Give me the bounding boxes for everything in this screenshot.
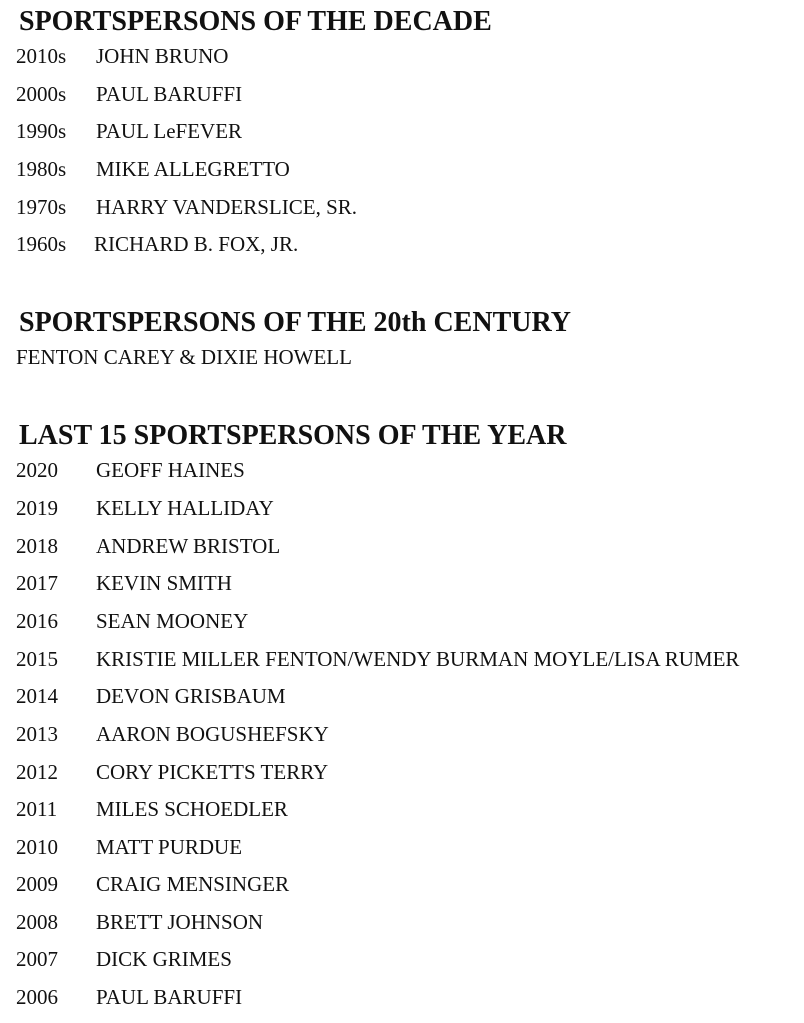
year-name: GEOFF HAINES — [96, 458, 245, 482]
decade-name: PAUL BARUFFI — [96, 82, 243, 106]
yearly-heading: LAST 15 SPORTSPERSONS OF THE YEAR — [19, 420, 567, 451]
year-label: 2010 — [16, 835, 58, 859]
century-names: FENTON CAREY & DIXIE HOWELL — [16, 345, 352, 369]
decade-name: RICHARD B. FOX, JR. — [94, 232, 299, 256]
year-label: 2014 — [16, 684, 58, 708]
year-name: PAUL BARUFFI — [96, 985, 243, 1009]
year-name: KRISTIE MILLER FENTON/WENDY BURMAN MOYLE/LISA RUMER — [96, 647, 740, 671]
decade-period: 1990s — [16, 119, 67, 143]
year-name: MILES SCHOEDLER — [96, 797, 288, 821]
year-label: 2009 — [16, 872, 58, 896]
year-name: CRAIG MENSINGER — [96, 872, 290, 896]
year-label: 2011 — [16, 797, 58, 821]
decade-period: 2010s — [16, 44, 67, 68]
year-name: KEVIN SMITH — [96, 571, 232, 595]
decade-period: 1960s — [16, 232, 67, 256]
year-name: DEVON GRISBAUM — [96, 684, 286, 708]
year-label: 2013 — [16, 722, 58, 746]
year-label: 2017 — [16, 571, 58, 595]
year-name: DICK GRIMES — [96, 947, 232, 971]
year-label: 2020 — [16, 458, 58, 482]
year-label: 2016 — [16, 609, 58, 633]
decade-name: JOHN BRUNO — [96, 44, 229, 68]
decade-period: 1970s — [16, 195, 67, 219]
decade-name: PAUL LeFEVER — [96, 119, 243, 143]
year-label: 2018 — [16, 534, 58, 558]
year-name: MATT PURDUE — [96, 835, 243, 859]
decade-period: 1980s — [16, 157, 67, 181]
year-label: 2012 — [16, 760, 58, 784]
year-label: 2015 — [16, 647, 58, 671]
year-name: CORY PICKETTS TERRY — [96, 760, 329, 784]
year-name: ANDREW BRISTOL — [96, 534, 281, 558]
year-label: 2008 — [16, 910, 58, 934]
year-name: BRETT JOHNSON — [96, 910, 264, 934]
year-name: SEAN MOONEY — [96, 609, 249, 633]
decade-name: HARRY VANDERSLICE, SR. — [96, 195, 358, 219]
century-heading: SPORTSPERSONS OF THE 20th CENTURY — [19, 307, 571, 338]
decade-period: 2000s — [16, 82, 67, 106]
year-label: 2007 — [16, 947, 58, 971]
year-name: KELLY HALLIDAY — [96, 496, 274, 520]
decade-heading: SPORTSPERSONS OF THE DECADE — [19, 6, 492, 37]
decade-name: MIKE ALLEGRETTO — [96, 157, 290, 181]
year-name: AARON BOGUSHEFSKY — [96, 722, 329, 746]
year-label: 2006 — [16, 985, 58, 1009]
year-label: 2019 — [16, 496, 58, 520]
